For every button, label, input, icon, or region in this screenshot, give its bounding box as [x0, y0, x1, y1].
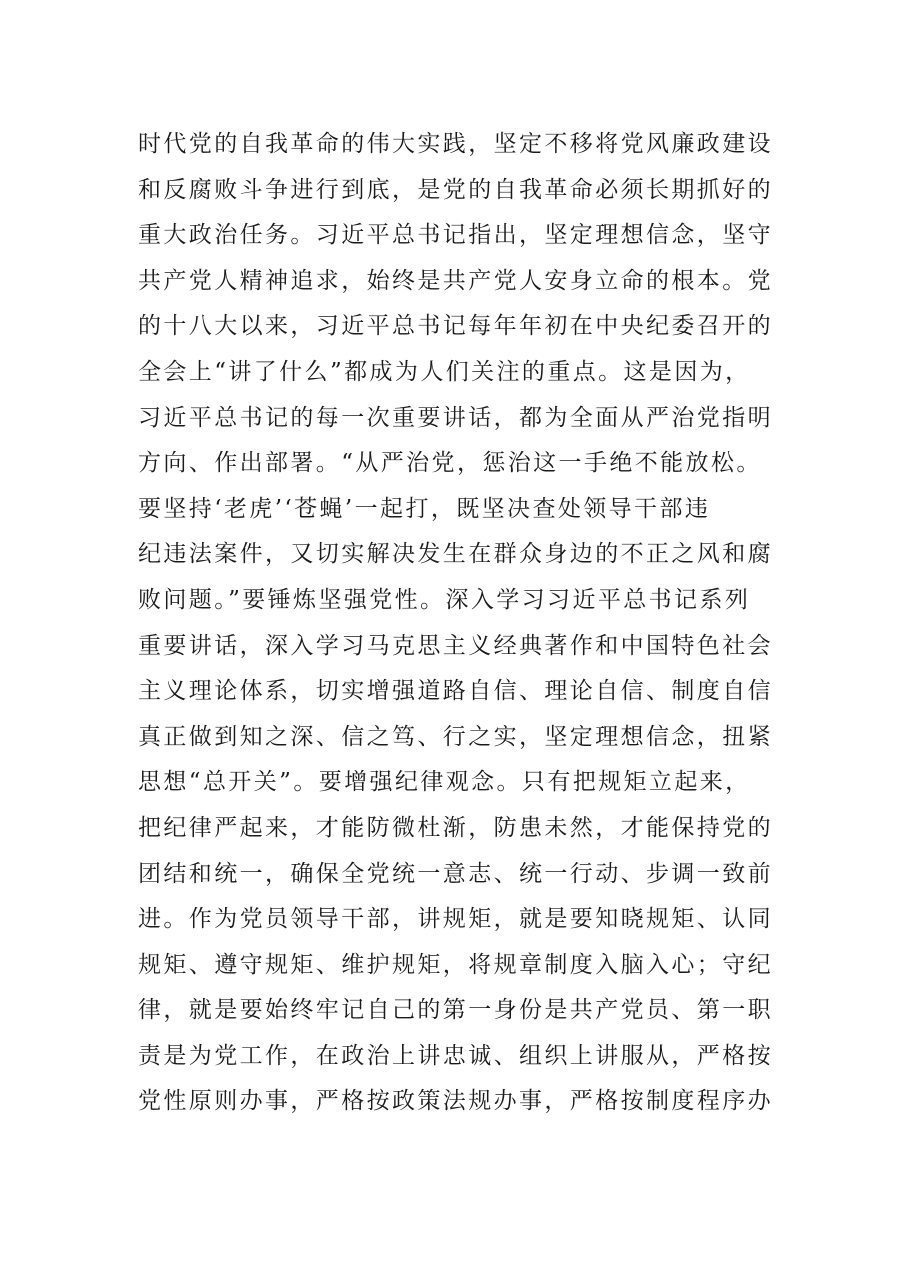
text-line: 规矩、遵守规矩、维护规矩，将规章制度入脑入心；守纪: [138, 951, 773, 978]
text-line: 习近平总书记的每一次重要讲话，都为全面从严治党指明: [138, 404, 773, 431]
text-line: 进。作为党员领导干部，讲规矩，就是要知晓规矩、认同: [138, 906, 773, 933]
text-line: 团结和统一，确保全党统一意志、统一行动、步调一致前: [138, 860, 773, 887]
text-line: 方向、作出部署。“从严治党，惩治这一手绝不能放松。: [138, 450, 762, 477]
text-line: 要坚持‘老虎’‘苍蝇’一起打，既坚决查处领导干部违: [138, 495, 711, 522]
text-line: 党性原则办事，严格按政策法规办事，严格按制度程序办: [138, 1088, 773, 1115]
text-line: 时代党的自我革命的伟大实践，坚定不移将党风廉政建设: [138, 131, 773, 157]
text-line: 败问题。”要锤炼坚强党性。深入学习习近平总书记系列: [138, 586, 751, 613]
text-line: 纪违法案件，又切实解决发生在群众身边的不正之风和腐: [138, 541, 773, 568]
text-line: 律，就是要始终牢记自己的第一身份是共产党员、第一职: [138, 997, 773, 1024]
text-line: 全会上“讲了什么”都成为人们关注的重点。这是因为，: [138, 358, 751, 385]
text-line: 共产党人精神追求，始终是共产党人安身立命的根本。党: [138, 267, 773, 294]
text-line: 主义理论体系，切实增强道路自信、理论自信、制度自信: [138, 678, 773, 705]
text-line: 思想“总开关”。要增强纪律观念。只有把规矩立起来，: [138, 769, 751, 796]
text-line: 重大政治任务。习近平总书记指出，坚定理想信念，坚守: [138, 222, 773, 249]
text-line: 的十八大以来，习近平总书记每年年初在中央纪委召开的: [138, 313, 773, 340]
text-line: 把纪律严起来，才能防微杜渐，防患未然，才能保持党的: [138, 814, 773, 841]
body-paragraph: [138, 122, 778, 1125]
text-line: 和反腐败斗争进行到底，是党的自我革命必须长期抓好的: [138, 176, 773, 203]
text-line: 真正做到知之深、信之笃、行之实，坚定理想信念，扭紧: [138, 723, 773, 750]
text-line: 责是为党工作，在政治上讲忠诚、组织上讲服从，严格按: [138, 1042, 773, 1069]
text-line: 重要讲话，深入学习马克思主义经典著作和中国特色社会: [138, 632, 773, 659]
